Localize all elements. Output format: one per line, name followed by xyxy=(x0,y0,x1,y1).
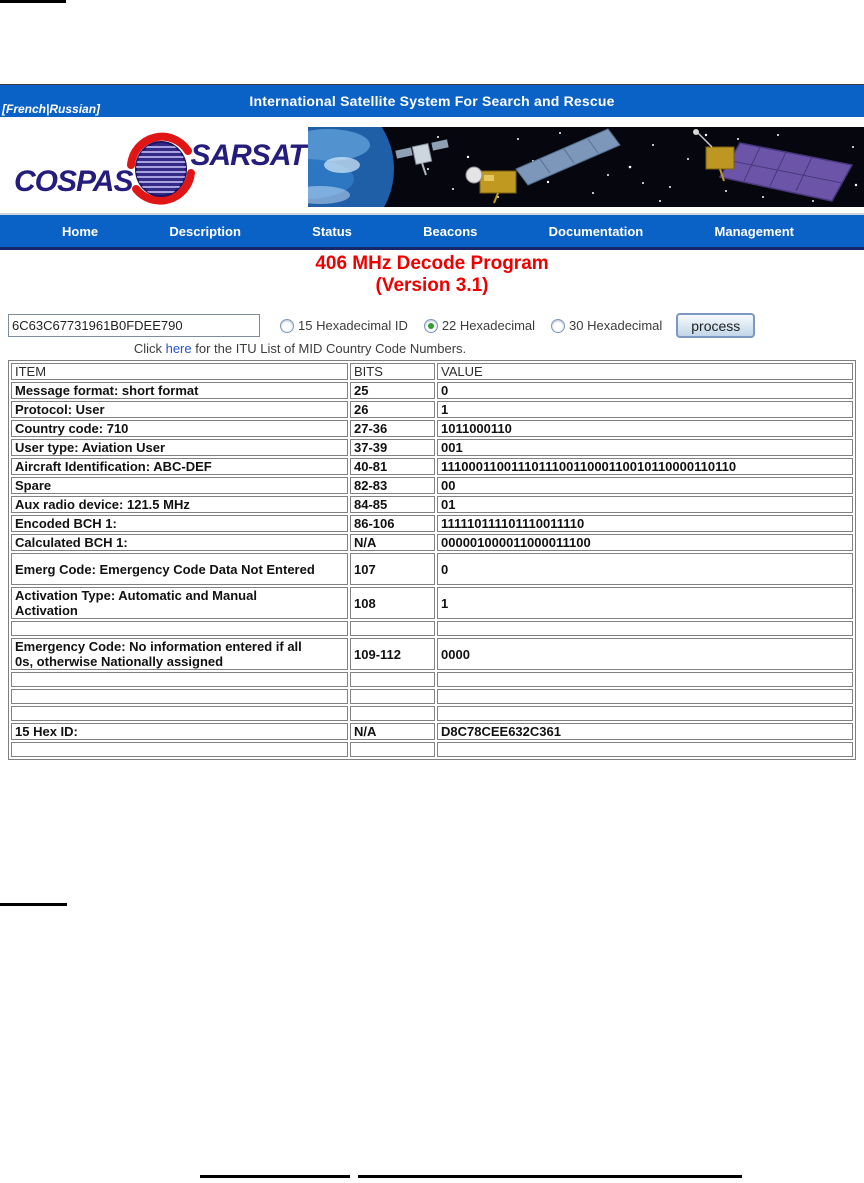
itu-link-suffix: for the ITU List of MID Country Code Numbers. xyxy=(191,341,467,356)
radio-22-hex-icon[interactable] xyxy=(424,319,438,333)
row-item: Activation Type: Automatic and Manual Activation xyxy=(15,588,257,618)
row-value: 00 xyxy=(437,477,853,494)
row-value: 1 xyxy=(437,401,853,418)
decode-form xyxy=(8,312,856,339)
row-bits: 86-106 xyxy=(350,515,435,532)
row-item: Encoded BCH 1: xyxy=(15,516,117,531)
row-item: Aux radio device: 121.5 MHz xyxy=(15,497,190,512)
row-value: 111000110011101110011000110010110000110110 xyxy=(437,458,853,475)
row-item: Protocol: User xyxy=(15,402,105,417)
row-value: 1011000110 xyxy=(437,420,853,437)
row-bits xyxy=(350,742,435,757)
row-value: 001 xyxy=(437,439,853,456)
footer-divider-right xyxy=(358,1175,742,1178)
row-value xyxy=(437,689,853,704)
radio-30-hex-label: 30 Hexadecimal xyxy=(569,318,663,333)
logo-text-sarsat: SARSAT xyxy=(190,139,306,172)
row-value: 0 xyxy=(437,382,853,399)
row-item: Aircraft Identification: ABC-DEF xyxy=(15,459,212,474)
row-item: Calculated BCH 1: xyxy=(15,535,128,550)
nav-item-documentation[interactable]: Documentation xyxy=(548,223,644,239)
row-value xyxy=(437,621,853,636)
radio-15-hex-icon[interactable] xyxy=(280,319,294,333)
hex-id-input[interactable] xyxy=(8,314,260,337)
language-links[interactable]: [French|Russian] xyxy=(2,102,101,116)
radio-22-hex[interactable] xyxy=(424,318,535,333)
table-row xyxy=(11,458,853,475)
itu-here-link[interactable]: here xyxy=(165,341,192,356)
page-title xyxy=(0,253,864,297)
radio-22-hex-label: 22 Hexadecimal xyxy=(441,318,536,333)
row-bits: 109-112 xyxy=(350,638,435,670)
row-item: Emerg Code: Emergency Code Data Not Entered xyxy=(15,561,315,577)
table-row xyxy=(11,742,853,757)
row-value: 01 xyxy=(437,496,853,513)
table-row xyxy=(11,638,853,670)
table-row xyxy=(11,382,853,399)
table-row xyxy=(11,672,853,687)
row-item: 15 Hex ID: xyxy=(15,724,78,739)
nav-item-beacons[interactable]: Beacons xyxy=(423,223,478,239)
table-row xyxy=(11,401,853,418)
table-row xyxy=(11,621,853,636)
itu-link-line xyxy=(0,341,600,356)
nav-item-description[interactable]: Description xyxy=(169,223,241,239)
row-bits xyxy=(350,621,435,636)
row-value: 000001000011000011100 xyxy=(437,534,853,551)
footer-divider-left xyxy=(200,1175,350,1178)
col-header-bits: BITS xyxy=(350,363,435,380)
table-row xyxy=(11,706,853,721)
row-value xyxy=(437,706,853,721)
table-row xyxy=(11,723,853,740)
row-value xyxy=(437,672,853,687)
header-bar xyxy=(0,84,864,117)
page-title-line2: (Version 3.1) xyxy=(375,275,489,296)
itu-link-prefix: Click xyxy=(133,341,166,356)
table-row xyxy=(11,553,853,585)
row-bits: 82-83 xyxy=(350,477,435,494)
radio-30-hex-icon[interactable] xyxy=(551,319,565,333)
page-top-divider xyxy=(0,0,66,3)
row-bits: N/A xyxy=(350,723,435,740)
row-bits: 40-81 xyxy=(350,458,435,475)
row-value: 0000 xyxy=(437,638,853,670)
table-row xyxy=(11,496,853,513)
logo-row xyxy=(0,117,864,215)
row-item: User type: Aviation User xyxy=(15,440,166,455)
decode-table xyxy=(8,360,856,760)
row-bits xyxy=(350,706,435,721)
table-row xyxy=(11,515,853,532)
row-bits: 108 xyxy=(350,587,435,619)
row-item: Emergency Code: No information entered if all 0s, otherwise Nationally assigned xyxy=(15,639,302,669)
table-row xyxy=(11,689,853,704)
logo-text-cospas: COSPAS xyxy=(14,165,133,198)
table-row xyxy=(11,534,853,551)
radio-15-hex-label: 15 Hexadecimal ID xyxy=(298,318,408,333)
table-row xyxy=(11,477,853,494)
col-header-value: VALUE xyxy=(437,363,853,380)
nav-item-management[interactable]: Management xyxy=(714,223,794,239)
radio-30-hex[interactable] xyxy=(551,318,662,333)
row-bits: 37-39 xyxy=(350,439,435,456)
table-row xyxy=(11,420,853,437)
table-header-row xyxy=(11,363,853,380)
decode-table-container xyxy=(8,360,856,770)
row-value: 0 xyxy=(437,553,853,585)
row-item: Spare xyxy=(15,478,52,493)
nav-item-home[interactable]: Home xyxy=(62,223,99,239)
row-item: Country code: 710 xyxy=(15,421,129,436)
main-nav xyxy=(0,213,864,250)
row-value: D8C78CEE632C361 xyxy=(437,723,853,740)
nav-item-status[interactable]: Status xyxy=(312,223,352,239)
row-value: 111110111101110011110 xyxy=(437,515,853,532)
page-title-line1: 406 MHz Decode Program xyxy=(315,253,549,274)
row-bits: 107 xyxy=(350,553,435,585)
row-bits xyxy=(350,672,435,687)
row-bits: 84-85 xyxy=(350,496,435,513)
globe-icon xyxy=(124,129,198,209)
mid-page-divider xyxy=(0,903,67,906)
row-bits: 26 xyxy=(350,401,435,418)
table-row xyxy=(11,587,853,619)
site-title: International Satellite System For Search and Rescue xyxy=(249,93,615,109)
cospas-sarsat-logo xyxy=(14,129,306,209)
row-bits: 27-36 xyxy=(350,420,435,437)
row-value xyxy=(437,742,853,757)
row-bits: 25 xyxy=(350,382,435,399)
col-header-item: ITEM xyxy=(11,363,348,380)
row-value: 1 xyxy=(437,587,853,619)
process-button[interactable]: process xyxy=(676,313,755,338)
radio-15-hex[interactable] xyxy=(280,318,408,333)
row-bits: N/A xyxy=(350,534,435,551)
table-row xyxy=(11,439,853,456)
satellite-banner-image xyxy=(308,127,864,207)
row-item: Message format: short format xyxy=(15,383,199,398)
row-bits xyxy=(350,689,435,704)
